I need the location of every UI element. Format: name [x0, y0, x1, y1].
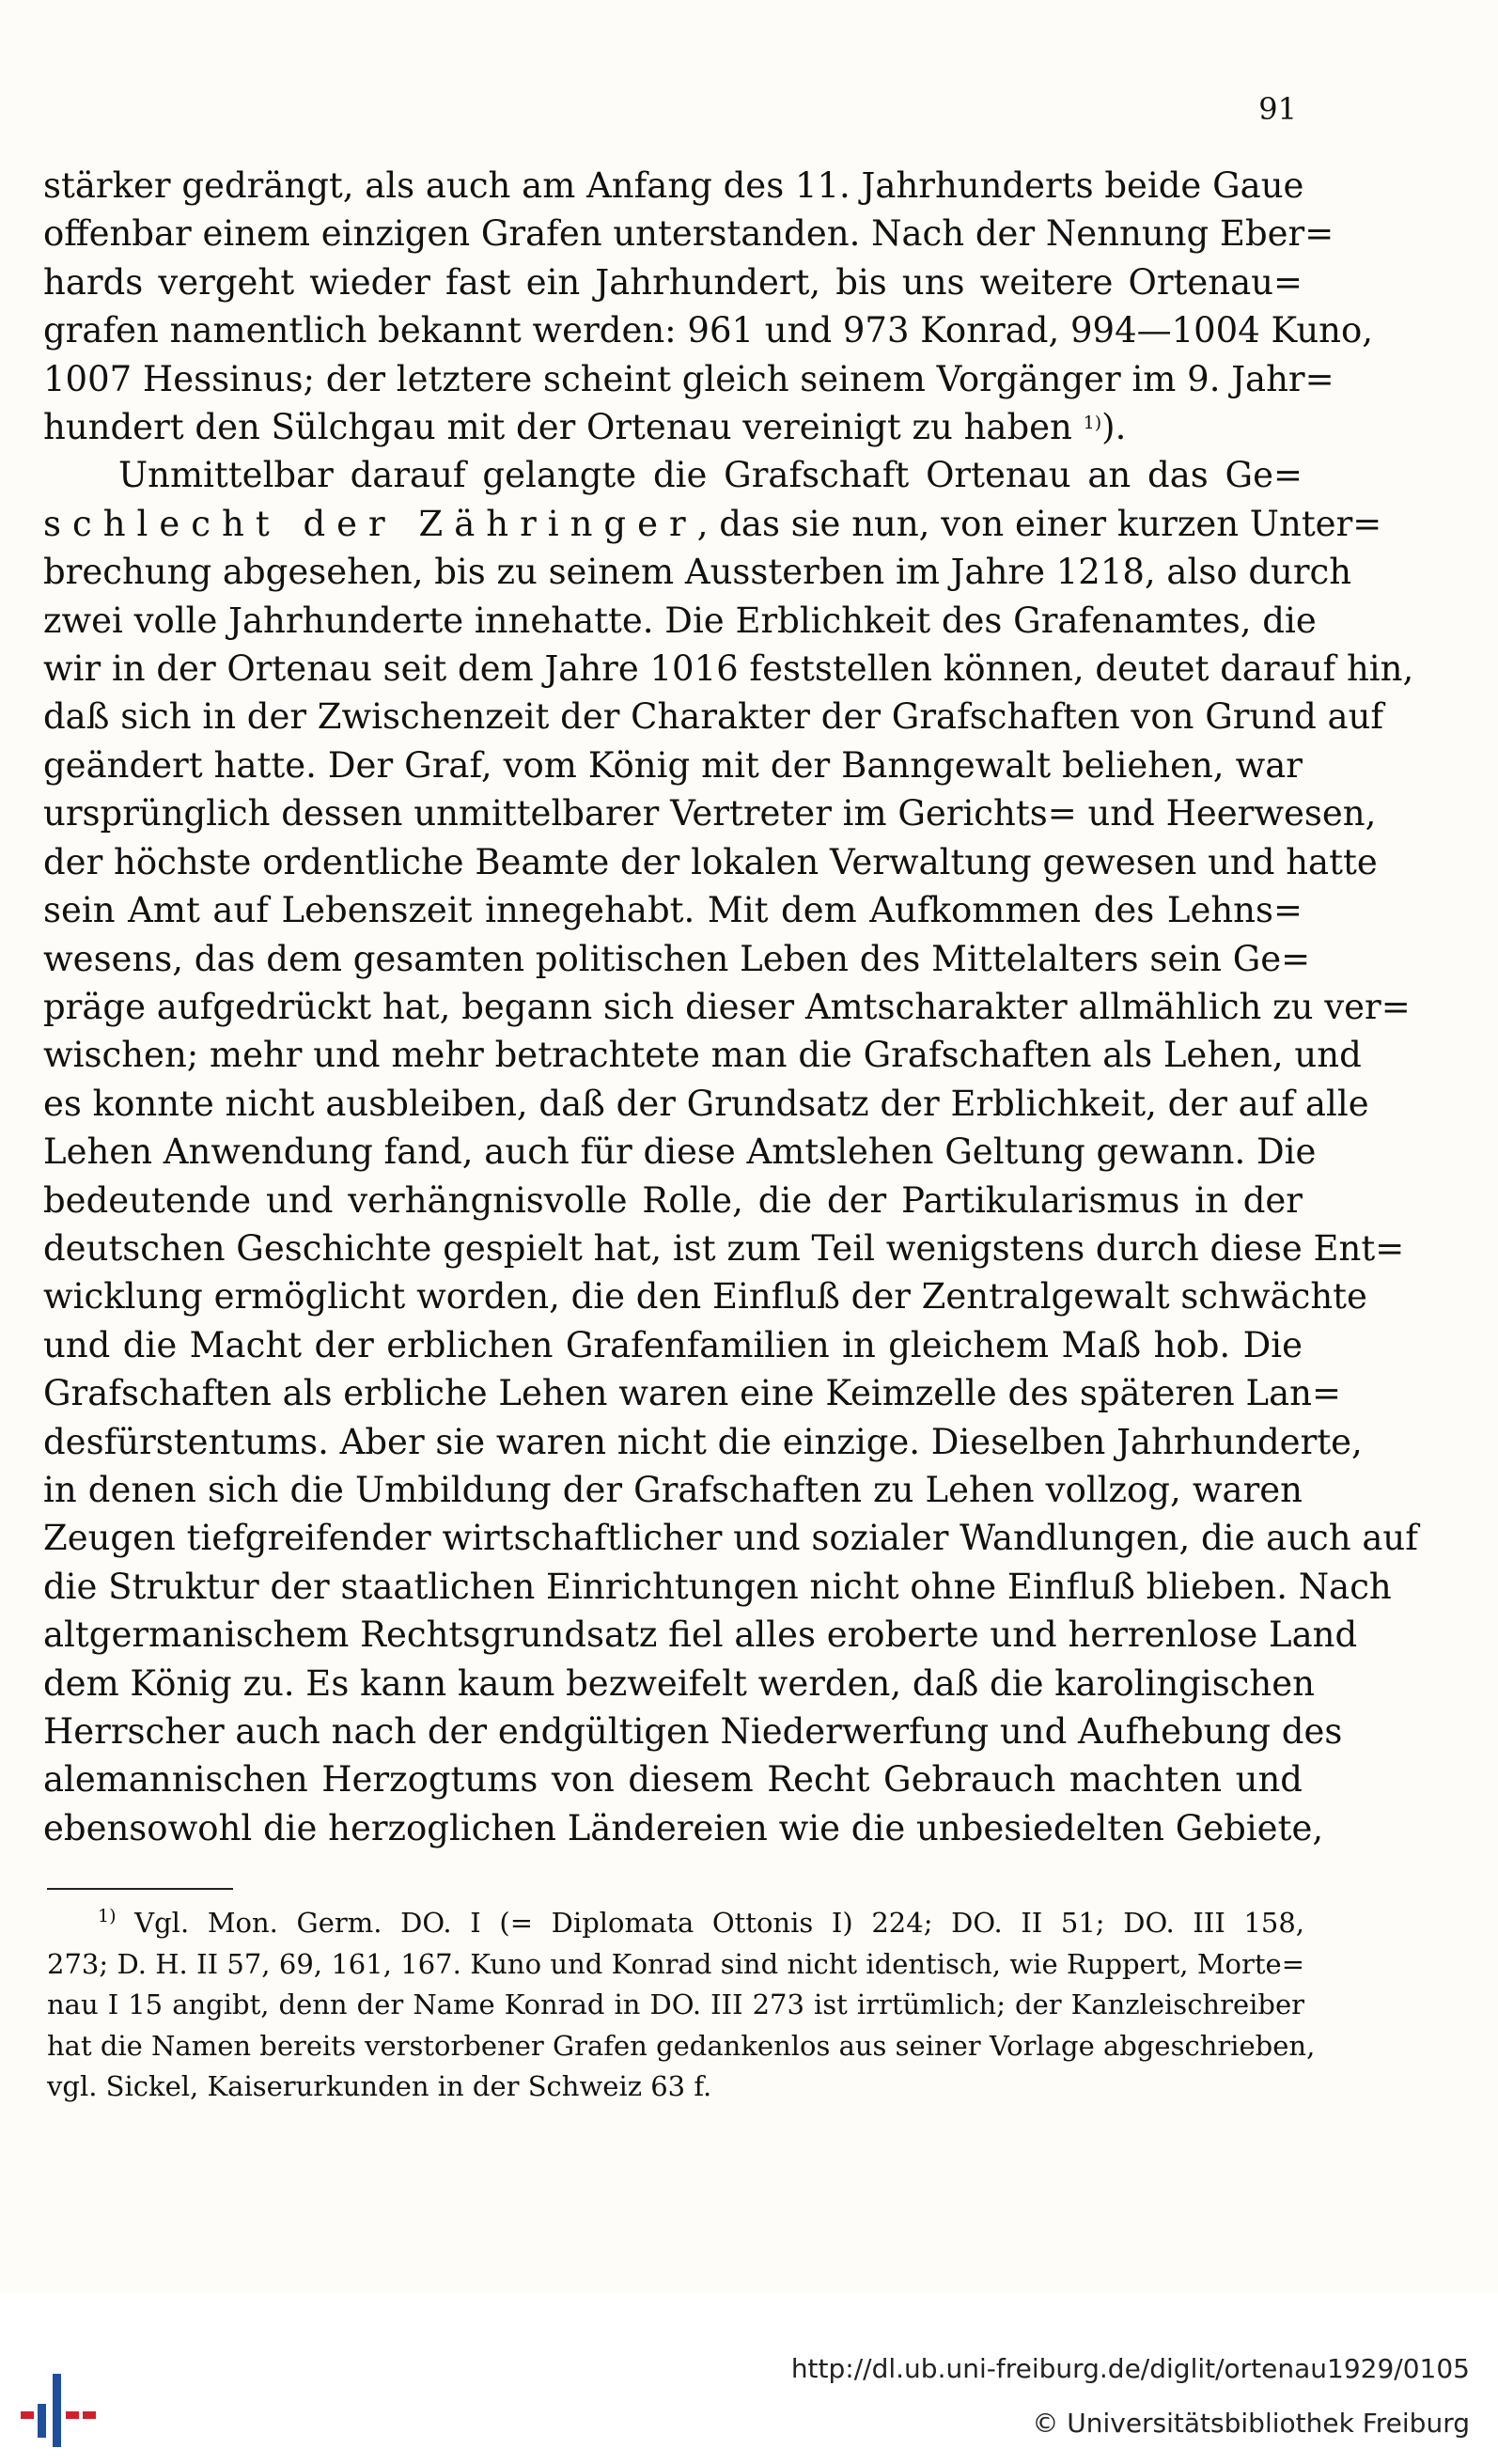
text-line: altgermanischem Rechtsgrundsatz fiel alles eroberte und herrenlose Land [43, 1614, 1358, 1656]
logo-bar [38, 2404, 46, 2438]
text-line: stärker gedrängt, als auch am Anfang des 11. Jahrhunderts beide Gaue [43, 165, 1304, 206]
logo-bar [21, 2411, 34, 2419]
ub-freiburg-logo-icon [17, 2368, 101, 2453]
spaced-emphasis: schlecht der Zähringer [43, 503, 697, 544]
text-segment: hundert den Sülchgau mit der Ortenau vereinigt zu haben [43, 407, 1072, 448]
footnote-line: vgl. Sickel, Kaiserurkunden in der Schweiz 63 f. [47, 2070, 712, 2102]
footnote-marker: 1) [1083, 413, 1102, 434]
text-line: Zeugen tiefgreifender wirtschaftlicher und sozialer Wandlungen, die auch auf [43, 1518, 1418, 1559]
footnote-divider [47, 1888, 233, 1890]
page-number: 91 [1258, 91, 1297, 127]
text-line: es konnte nicht ausbleiben, daß der Grundsatz der Erblichkeit, der auf alle [43, 1083, 1369, 1124]
text-line: Herrscher auch nach der endgültigen Niederwerfung und Aufhebung des [43, 1711, 1343, 1752]
text-line: geändert hatte. Der Graf, vom König mit der Banngewalt beliehen, war [43, 744, 1303, 786]
main-text [43, 162, 1418, 1852]
text-line: wischen; mehr und mehr betrachtete man die Grafschaften als Lehen, und [43, 1035, 1362, 1076]
footnotes [47, 1903, 1316, 2108]
source-url-link[interactable]: http://dl.ub.uni-freiburg.de/diglit/ortenau1929/0105 [790, 2353, 1470, 2384]
text-line: ebensowohl die herzoglichen Ländereien wie die unbesiedelten Gebiete, [43, 1807, 1324, 1848]
text-line: wir in der Ortenau seit dem Jahre 1016 feststellen können, deutet darauf hin, [43, 648, 1414, 690]
copyright-notice: © Universitätsbibliothek Freiburg [1032, 2408, 1470, 2439]
text-line: sein Amt auf Lebenszeit innegehabt. Mit dem Aufkommen des Lehns= [43, 890, 1303, 931]
logo-bar [53, 2374, 61, 2447]
text-line: Grafschaften als erbliche Lehen waren eine Keimzelle des späteren Lan= [43, 1373, 1341, 1414]
text-line: Lehen Anwendung fand, auch für diese Amtslehen Geltung gewann. Die [43, 1131, 1317, 1173]
text-line: wesens, das dem gesamten politischen Leben des Mittelalters sein Ge= [43, 938, 1311, 979]
text-segment: Vgl. Mon. Germ. DO. I (= Diplomata Ottonis I) 224; DO. II 51; DO. III 158, [134, 1907, 1304, 1939]
text-line: 1007 Hessinus; der letztere scheint gleich seinem Vorgänger im 9. Jahr= [43, 358, 1334, 399]
text-line: ursprünglich dessen unmittelbarer Vertreter im Gerichts= und Heerwesen, [43, 793, 1377, 834]
text-line: dem König zu. Es kann kaum bezweifelt werden, daß die karolingischen [43, 1662, 1315, 1704]
text-line: brechung abgesehen, bis zu seinem Aussterben im Jahre 1218, also durch [43, 552, 1352, 593]
text-line: wicklung ermöglicht worden, die den Einfluß der Zentralgewalt schwächte [43, 1276, 1367, 1318]
footnote-line: nau I 15 angibt, denn der Name Konrad in DO. III 273 ist irrtümlich; der Kanzleischreiber [47, 1988, 1304, 2020]
text-line: Unmittelbar darauf gelangte die Grafschaft Ortenau an das Ge= [118, 455, 1303, 496]
text-line: daß sich in der Zwischenzeit der Charakter der Grafschaften von Grund auf [43, 696, 1384, 738]
footnote-number: 1) [98, 1906, 117, 1926]
text-line: desfürstentums. Aber sie waren nicht die einzige. Dieselben Jahrhunderte, [43, 1421, 1363, 1462]
logo-bar [83, 2411, 96, 2419]
footnote-line: hat die Namen bereits verstorbener Grafen gedankenlos aus seiner Vorlage abgeschrieben, [47, 2029, 1316, 2062]
text-line: alemannischen Herzogtums von diesem Recht Gebrauch machten und [43, 1759, 1303, 1801]
text-line: offenbar einem einzigen Grafen unterstanden. Nach der Nennung Eber= [43, 213, 1334, 255]
text-line: der höchste ordentliche Beamte der lokalen Verwaltung gewesen und hatte [43, 841, 1378, 882]
text-line [43, 500, 1382, 548]
text-line: die Struktur der staatlichen Einrichtungen nicht ohne Einfluß blieben. Nach [43, 1566, 1392, 1607]
text-line: deutschen Geschichte gespielt hat, ist zum Teil wenigstens durch diese Ent= [43, 1227, 1405, 1269]
logo-bar [66, 2411, 79, 2419]
footnote-line: 273; D. H. II 57, 69, 161, 167. Kuno und Konrad sind nicht identisch, wie Ruppert, Morte= [47, 1947, 1304, 1980]
text-line: und die Macht der erblichen Grafenfamilien in gleichem Maß hob. Die [43, 1324, 1303, 1365]
text-line: grafen namentlich bekannt werden: 961 und 973 Konrad, 994—1004 Kuno, [43, 310, 1374, 351]
text-line: präge aufgedrückt hat, begann sich dieser Amtscharakter allmählich zu ver= [43, 986, 1411, 1027]
text-segment: ). [1101, 407, 1127, 448]
footnote-line [47, 1903, 1304, 1944]
text-line: hards vergeht wieder fast ein Jahrhundert, bis uns weitere Ortenau= [43, 261, 1303, 303]
text-segment: , das sie nun, von einer kurzen Unter= [696, 503, 1382, 544]
text-line: zwei volle Jahrhunderte innehatte. Die Erblichkeit des Grafenamtes, die [43, 600, 1317, 641]
text-line: bedeutende und verhängnisvolle Rolle, die der Partikularismus in der [43, 1179, 1303, 1221]
text-line [43, 403, 1303, 451]
text-line: in denen sich die Umbildung der Grafschaften zu Lehen vollzog, waren [43, 1469, 1303, 1510]
